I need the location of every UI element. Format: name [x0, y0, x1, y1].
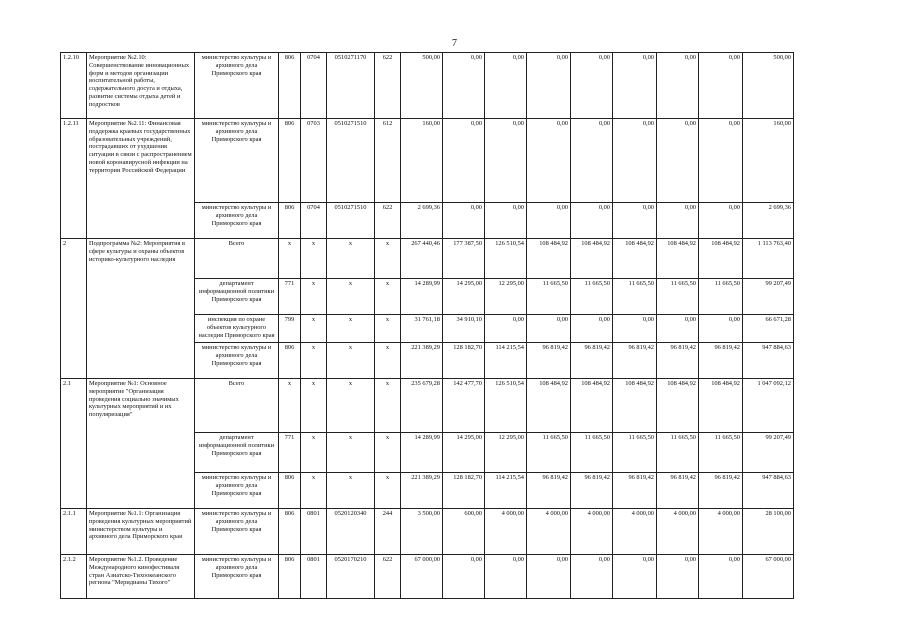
grbs-code-cell: 806 [279, 509, 301, 555]
year-amount-cell: 108 484,92 [613, 239, 657, 279]
vr-code-cell: 622 [375, 203, 401, 239]
responsible-executor-cell: министерство культуры и архивного дела Приморского края [195, 509, 279, 555]
total-amount-cell: 28 100,00 [743, 509, 794, 555]
page-number: 7 [452, 38, 457, 49]
grbs-code-cell: 806 [279, 119, 301, 203]
year-amount-cell: 600,00 [443, 509, 485, 555]
year-amount-cell: 0,00 [571, 203, 613, 239]
year-amount-cell: 0,00 [657, 555, 699, 599]
row-number-cell: 1.2.11 [61, 119, 87, 239]
csr-code-cell: x [327, 343, 375, 379]
year-amount-cell: 0,00 [613, 119, 657, 203]
year-amount-cell: 0,00 [527, 119, 571, 203]
year-amount-cell: 126 510,54 [485, 379, 527, 433]
csr-code-cell: 0520120340 [327, 509, 375, 555]
total-amount-cell: 66 671,28 [743, 315, 794, 343]
year-amount-cell: 0,00 [571, 555, 613, 599]
year-amount-cell: 108 484,92 [527, 239, 571, 279]
total-amount-cell: 1 047 092,12 [743, 379, 794, 433]
responsible-executor-cell: инспекция по охране объектов культурного наследия Приморского края [195, 315, 279, 343]
year-amount-cell: 160,00 [401, 119, 443, 203]
year-amount-cell: 96 819,42 [699, 343, 743, 379]
event-name-cell: Подпрограмма №2: Мероприятия в сфере культуры и охраны объектов историко-культурного наследия [87, 239, 195, 379]
year-amount-cell: 0,00 [527, 315, 571, 343]
year-amount-cell: 0,00 [657, 203, 699, 239]
csr-code-cell: 0520170210 [327, 555, 375, 599]
responsible-executor-cell: департамент информационной политики Приморского края [195, 433, 279, 473]
responsible-executor-cell: Всего [195, 239, 279, 279]
table-row [61, 53, 794, 119]
year-amount-cell: 3 500,00 [401, 509, 443, 555]
year-amount-cell: 267 440,46 [401, 239, 443, 279]
year-amount-cell: 11 665,50 [527, 433, 571, 473]
year-amount-cell: 14 289,99 [401, 433, 443, 473]
csr-code-cell: x [327, 279, 375, 315]
year-amount-cell: 0,00 [571, 119, 613, 203]
year-amount-cell: 126 510,54 [485, 239, 527, 279]
grbs-code-cell: 806 [279, 555, 301, 599]
year-amount-cell: 4 000,00 [657, 509, 699, 555]
vr-code-cell: x [375, 379, 401, 433]
total-amount-cell: 67 000,00 [743, 555, 794, 599]
year-amount-cell: 14 295,00 [443, 433, 485, 473]
year-amount-cell: 108 484,92 [571, 239, 613, 279]
year-amount-cell: 96 819,42 [699, 473, 743, 509]
rzpr-code-cell: x [301, 343, 327, 379]
year-amount-cell: 0,00 [571, 315, 613, 343]
responsible-executor-cell: министерство культуры и архивного дела Приморского края [195, 53, 279, 119]
year-amount-cell: 4 000,00 [613, 509, 657, 555]
total-amount-cell: 947 884,63 [743, 343, 794, 379]
year-amount-cell: 11 665,50 [699, 433, 743, 473]
vr-code-cell: x [375, 343, 401, 379]
year-amount-cell: 108 484,92 [699, 239, 743, 279]
csr-code-cell: 0510271510 [327, 203, 375, 239]
year-amount-cell: 2 699,36 [401, 203, 443, 239]
responsible-executor-cell: Всего [195, 379, 279, 433]
year-amount-cell: 0,00 [699, 119, 743, 203]
responsible-executor-cell: министерство культуры и архивного дела Приморского края [195, 119, 279, 203]
vr-code-cell: x [375, 239, 401, 279]
year-amount-cell: 14 295,00 [443, 279, 485, 315]
total-amount-cell: 160,00 [743, 119, 794, 203]
table-body [61, 53, 794, 599]
year-amount-cell: 4 000,00 [485, 509, 527, 555]
total-amount-cell: 947 884,63 [743, 473, 794, 509]
vr-code-cell: x [375, 433, 401, 473]
year-amount-cell: 0,00 [613, 555, 657, 599]
year-amount-cell: 4 000,00 [527, 509, 571, 555]
table-row [61, 239, 794, 279]
year-amount-cell: 177 387,50 [443, 239, 485, 279]
event-name-cell: Мероприятие №2.10: Совершенствование инновационных форм и методов организации воспитательной работы, содержательного досуга и отдыха, развитие системы отдыха детей и подростков [87, 53, 195, 119]
rzpr-code-cell: x [301, 239, 327, 279]
year-amount-cell: 142 477,70 [443, 379, 485, 433]
vr-code-cell: 612 [375, 119, 401, 203]
year-amount-cell: 0,00 [613, 203, 657, 239]
rzpr-code-cell: 0704 [301, 203, 327, 239]
vr-code-cell: 622 [375, 53, 401, 119]
year-amount-cell: 11 665,50 [571, 279, 613, 315]
vr-code-cell: 622 [375, 555, 401, 599]
grbs-code-cell: 806 [279, 53, 301, 119]
year-amount-cell: 0,00 [699, 555, 743, 599]
table-row [61, 119, 794, 203]
event-name-cell: Мероприятие №1.2. Проведение Международного кинофестиваля стран Азиатско-Тихоокеанского региона "Меридианы Тихого" [87, 555, 195, 599]
year-amount-cell: 0,00 [443, 555, 485, 599]
total-amount-cell: 99 207,49 [743, 279, 794, 315]
responsible-executor-cell: министерство культуры и архивного дела Приморского края [195, 203, 279, 239]
year-amount-cell: 11 665,50 [613, 433, 657, 473]
year-amount-cell: 0,00 [443, 119, 485, 203]
rzpr-code-cell: 0801 [301, 509, 327, 555]
grbs-code-cell: x [279, 239, 301, 279]
year-amount-cell: 0,00 [699, 203, 743, 239]
year-amount-cell: 0,00 [485, 53, 527, 119]
year-amount-cell: 0,00 [485, 203, 527, 239]
year-amount-cell: 221 389,29 [401, 343, 443, 379]
year-amount-cell: 0,00 [485, 315, 527, 343]
csr-code-cell: 0510271510 [327, 119, 375, 203]
year-amount-cell: 12 295,00 [485, 279, 527, 315]
grbs-code-cell: 771 [279, 279, 301, 315]
year-amount-cell: 0,00 [657, 53, 699, 119]
year-amount-cell: 114 215,54 [485, 473, 527, 509]
year-amount-cell: 108 484,92 [613, 379, 657, 433]
vr-code-cell: 244 [375, 509, 401, 555]
year-amount-cell: 0,00 [485, 555, 527, 599]
responsible-executor-cell: министерство культуры и архивного дела Приморского края [195, 343, 279, 379]
year-amount-cell: 235 679,28 [401, 379, 443, 433]
year-amount-cell: 128 182,70 [443, 473, 485, 509]
rzpr-code-cell: x [301, 279, 327, 315]
year-amount-cell: 0,00 [527, 555, 571, 599]
csr-code-cell: x [327, 473, 375, 509]
year-amount-cell: 96 819,42 [571, 343, 613, 379]
rzpr-code-cell: 0704 [301, 53, 327, 119]
rzpr-code-cell: x [301, 379, 327, 433]
budget-table [60, 52, 794, 599]
year-amount-cell: 0,00 [613, 315, 657, 343]
vr-code-cell: x [375, 279, 401, 315]
vr-code-cell: x [375, 473, 401, 509]
year-amount-cell: 0,00 [657, 315, 699, 343]
csr-code-cell: x [327, 433, 375, 473]
year-amount-cell: 96 819,42 [613, 473, 657, 509]
year-amount-cell: 108 484,92 [699, 379, 743, 433]
row-number-cell: 1.2.10 [61, 53, 87, 119]
grbs-code-cell: 771 [279, 433, 301, 473]
event-name-cell: Мероприятие №1.1: Организация проведения культурных мероприятий министерством культуры и архивного дела Приморского края [87, 509, 195, 555]
row-number-cell: 2.1 [61, 379, 87, 509]
year-amount-cell: 0,00 [699, 53, 743, 119]
year-amount-cell: 0,00 [443, 53, 485, 119]
year-amount-cell: 0,00 [443, 203, 485, 239]
responsible-executor-cell: департамент информационной политики Приморского края [195, 279, 279, 315]
year-amount-cell: 11 665,50 [527, 279, 571, 315]
year-amount-cell: 108 484,92 [657, 379, 699, 433]
year-amount-cell: 14 289,99 [401, 279, 443, 315]
year-amount-cell: 11 665,50 [571, 433, 613, 473]
row-number-cell: 2.1.1 [61, 509, 87, 555]
total-amount-cell: 500,00 [743, 53, 794, 119]
rzpr-code-cell: x [301, 315, 327, 343]
csr-code-cell: x [327, 315, 375, 343]
year-amount-cell: 108 484,92 [657, 239, 699, 279]
rzpr-code-cell: 0703 [301, 119, 327, 203]
total-amount-cell: 2 699,36 [743, 203, 794, 239]
vr-code-cell: x [375, 315, 401, 343]
year-amount-cell: 67 000,00 [401, 555, 443, 599]
year-amount-cell: 128 182,70 [443, 343, 485, 379]
year-amount-cell: 11 665,50 [657, 279, 699, 315]
grbs-code-cell: 806 [279, 343, 301, 379]
table-row [61, 555, 794, 599]
csr-code-cell: 0510271170 [327, 53, 375, 119]
year-amount-cell: 108 484,92 [571, 379, 613, 433]
year-amount-cell: 12 295,00 [485, 433, 527, 473]
year-amount-cell: 108 484,92 [527, 379, 571, 433]
year-amount-cell: 96 819,42 [527, 343, 571, 379]
year-amount-cell: 11 665,50 [699, 279, 743, 315]
year-amount-cell: 0,00 [699, 315, 743, 343]
row-number-cell: 2.1.2 [61, 555, 87, 599]
row-number-cell: 2 [61, 239, 87, 379]
year-amount-cell: 96 819,42 [571, 473, 613, 509]
year-amount-cell: 96 819,42 [613, 343, 657, 379]
year-amount-cell: 0,00 [571, 53, 613, 119]
year-amount-cell: 0,00 [527, 53, 571, 119]
event-name-cell: Мероприятие №2.11: Финансовая поддержка краевых государственных образовательных учреждений, пострадавших от ухудшения ситуации в связи с распространением новой коронавирусной инфекции на территории Российской Федерации [87, 119, 195, 239]
year-amount-cell: 31 761,18 [401, 315, 443, 343]
year-amount-cell: 0,00 [485, 119, 527, 203]
csr-code-cell: x [327, 239, 375, 279]
year-amount-cell: 4 000,00 [571, 509, 613, 555]
total-amount-cell: 99 207,49 [743, 433, 794, 473]
year-amount-cell: 0,00 [527, 203, 571, 239]
rzpr-code-cell: 0801 [301, 555, 327, 599]
grbs-code-cell: 806 [279, 203, 301, 239]
year-amount-cell: 0,00 [657, 119, 699, 203]
csr-code-cell: x [327, 379, 375, 433]
year-amount-cell: 221 389,29 [401, 473, 443, 509]
year-amount-cell: 11 665,50 [613, 279, 657, 315]
event-name-cell: Мероприятие №1: Основное мероприятие "Организация проведения социально значимых культурных мероприятий и их популяризация" [87, 379, 195, 509]
grbs-code-cell: 806 [279, 473, 301, 509]
year-amount-cell: 34 910,10 [443, 315, 485, 343]
year-amount-cell: 96 819,42 [657, 343, 699, 379]
table-row [61, 509, 794, 555]
year-amount-cell: 4 000,00 [699, 509, 743, 555]
rzpr-code-cell: x [301, 433, 327, 473]
responsible-executor-cell: министерство культуры и архивного дела Приморского края [195, 473, 279, 509]
year-amount-cell: 0,00 [613, 53, 657, 119]
year-amount-cell: 500,00 [401, 53, 443, 119]
grbs-code-cell: 799 [279, 315, 301, 343]
table-row [61, 379, 794, 433]
year-amount-cell: 11 665,50 [657, 433, 699, 473]
year-amount-cell: 96 819,42 [527, 473, 571, 509]
year-amount-cell: 96 819,42 [657, 473, 699, 509]
grbs-code-cell: x [279, 379, 301, 433]
rzpr-code-cell: x [301, 473, 327, 509]
year-amount-cell: 114 215,54 [485, 343, 527, 379]
total-amount-cell: 1 113 763,40 [743, 239, 794, 279]
responsible-executor-cell: министерство культуры и архивного дела Приморского края [195, 555, 279, 599]
